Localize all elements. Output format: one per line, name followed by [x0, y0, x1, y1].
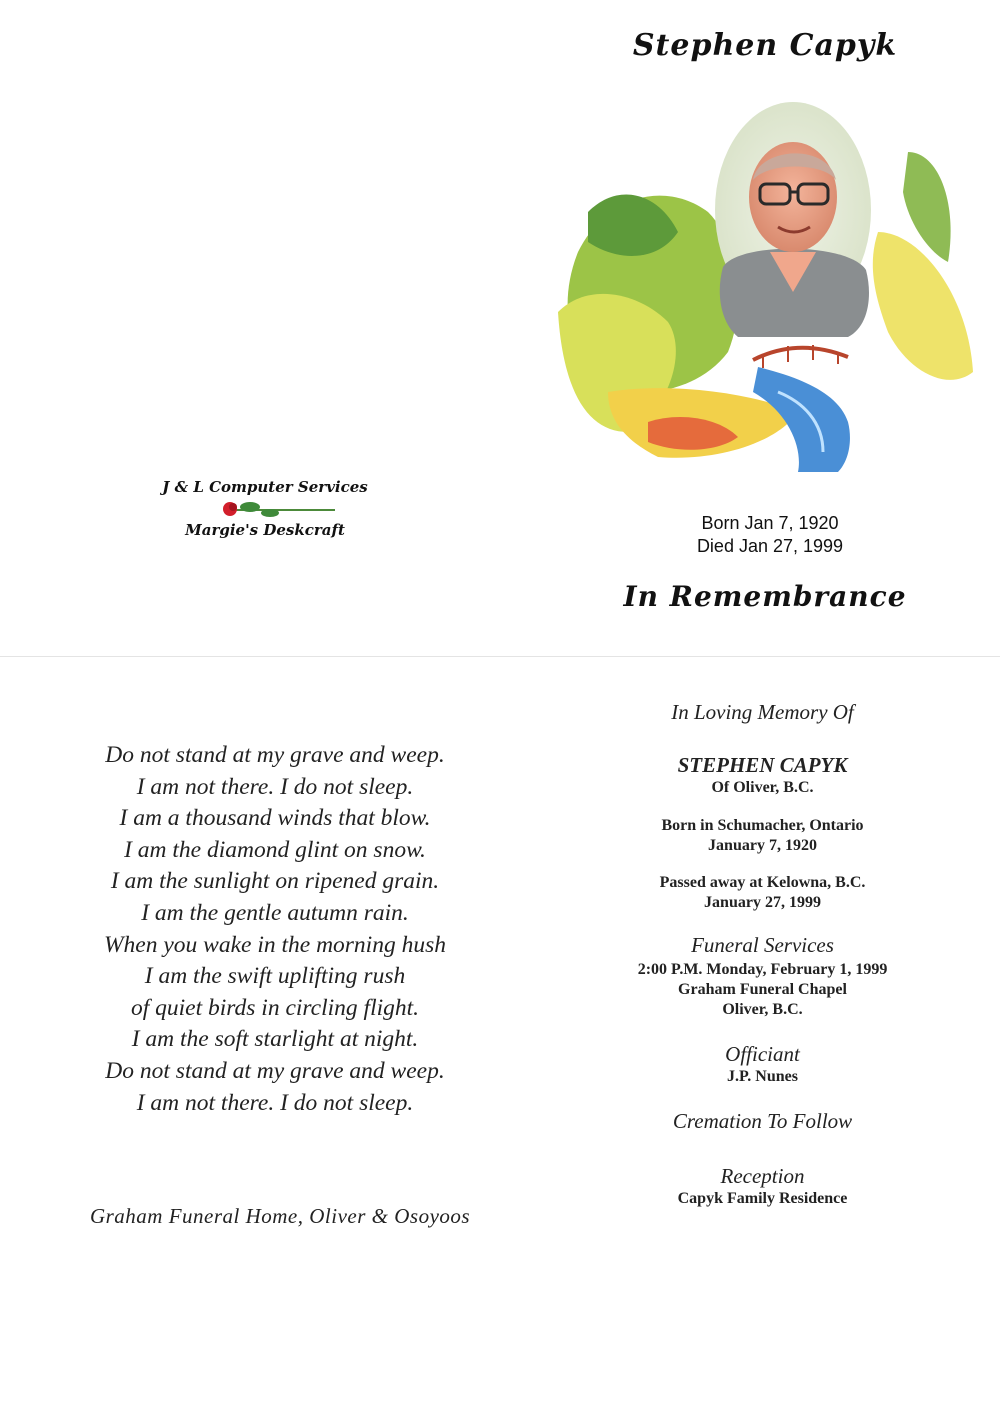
- poem-line: I am the sunlight on ripened grain.: [110, 868, 440, 895]
- deceased-name: STEPHEN CAPYK: [677, 753, 848, 777]
- born-date-text: Born Jan 7, 1920: [701, 513, 839, 533]
- birthplace-text: Born in Schumacher, Ontario: [661, 817, 864, 834]
- poem-line: of quiet birds in circling flight.: [130, 994, 420, 1021]
- officiant-heading: Officiant: [725, 1042, 800, 1066]
- poem: [40, 740, 510, 1119]
- rose-icon: [190, 498, 340, 520]
- reception-heading: Reception: [720, 1164, 805, 1188]
- poem-line: Do not stand at my grave and weep.: [105, 742, 445, 768]
- death-place-text: Passed away at Kelowna, B.C.: [659, 874, 866, 891]
- cremation-note: Cremation To Follow: [672, 1109, 853, 1133]
- service-details: [600, 700, 925, 1209]
- service-time-text: 2:00 P.M. Monday, February 1, 1999: [637, 961, 888, 978]
- poem-line: I am the soft starlight at night.: [131, 1026, 419, 1053]
- officiant-name: J.P. Nunes: [727, 1068, 798, 1085]
- died-date-text: Died Jan 27, 1999: [696, 536, 844, 556]
- memory-heading: In Loving Memory Of: [671, 700, 854, 724]
- poem-line: I am the diamond glint on snow.: [124, 836, 426, 863]
- services-heading: Funeral Services: [691, 933, 834, 957]
- residence-text: Of Oliver, B.C.: [711, 779, 814, 796]
- in-remembrance-title: In Remembrance: [623, 580, 907, 613]
- life-dates: [640, 512, 900, 558]
- poem-line: When you wake in the morning hush: [103, 931, 446, 958]
- poem-line: I am not there. I do not sleep.: [136, 773, 414, 800]
- deskcraft-name-line: Margie's Deskcraft: [185, 521, 345, 539]
- printer-name-line: J & L Computer Services: [162, 478, 368, 496]
- birth-date-text: January 7, 1920: [708, 837, 817, 854]
- printer-credit: [150, 478, 380, 539]
- fold-divider: [0, 656, 1000, 657]
- memorial-portrait-illustration: [548, 92, 978, 472]
- death-date-text: January 27, 1999: [704, 894, 821, 911]
- poem-line: I am the gentle autumn rain.: [141, 899, 409, 926]
- poem-line: I am a thousand winds that blow.: [119, 805, 431, 832]
- poem-line: I am the swift uplifting rush: [144, 963, 406, 990]
- reception-place: Capyk Family Residence: [677, 1190, 848, 1207]
- front-name-heading: Stephen Capyk: [632, 28, 898, 63]
- service-place-text: Graham Funeral Chapel: [678, 981, 847, 998]
- poem-line: I am not there. I do not sleep.: [136, 1089, 414, 1116]
- service-city-text: Oliver, B.C.: [722, 1001, 803, 1018]
- poem-line: Do not stand at my grave and weep.: [105, 1057, 445, 1084]
- funeral-home-credit: Graham Funeral Home, Oliver & Osoyoos: [89, 1204, 471, 1228]
